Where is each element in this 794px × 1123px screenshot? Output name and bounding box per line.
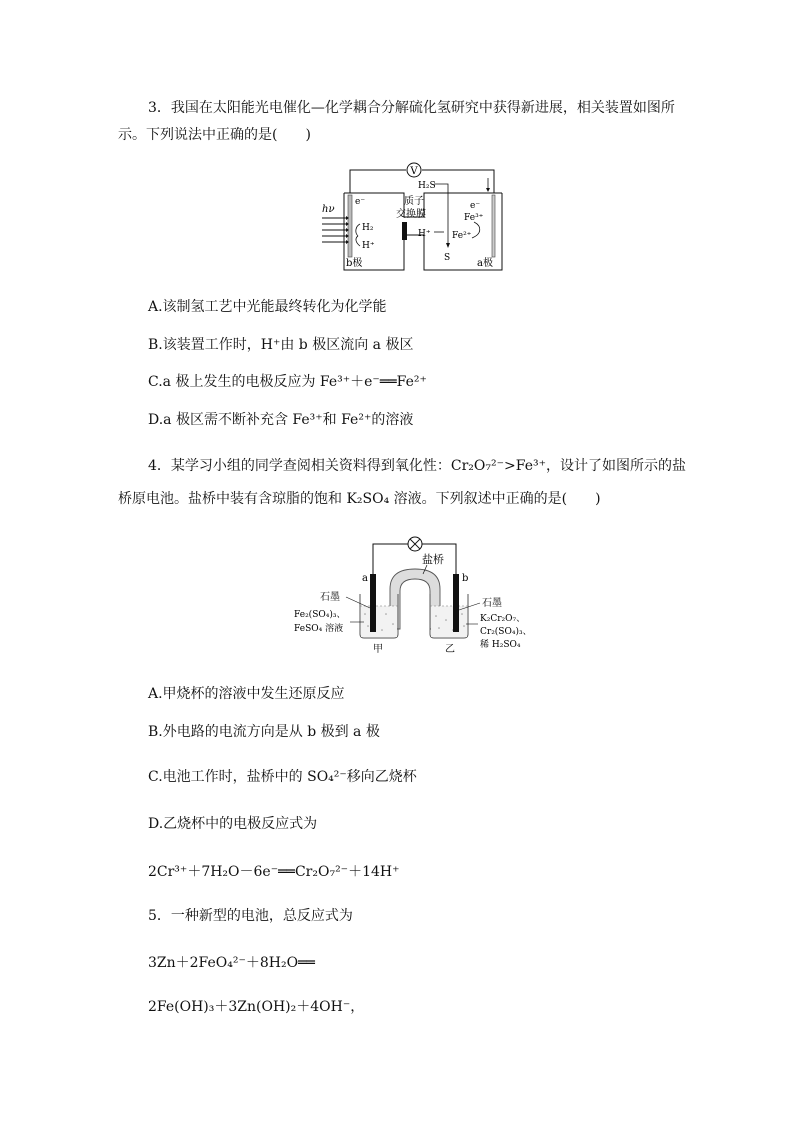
salt-bridge-label: 盐桥 (422, 553, 444, 566)
fe3-label: Fe³⁺ (464, 213, 484, 223)
h-plus-right-label: H⁺ (418, 229, 431, 239)
right-solution-line2: Cr₂(SO₄)₃、 (480, 627, 532, 637)
hv-label: hν (322, 204, 335, 215)
electrode-b (453, 574, 459, 632)
q4-equation: 2Cr³⁺＋7H₂O－6e⁻══Cr₂O₇²⁻＋14H⁺ (148, 864, 400, 880)
b-electrode-label: b极 (346, 258, 363, 269)
q4-option-c: C.电池工作时，盐桥中的 SO₄²⁻移向乙烧杯 (148, 769, 417, 785)
beaker-left-label: 甲 (373, 644, 383, 655)
q5-equation-line1: 3Zn＋2FeO₄²⁻＋8H₂O══ (148, 955, 315, 971)
membrane-label-line1: 质子 (404, 196, 424, 207)
q3-stem-line2: 示。下列说法中正确的是( ) (118, 127, 311, 143)
q4-stem-line1: 4．某学习小组的同学查阅相关资料得到氧化性：Cr₂O₇²⁻>Fe³⁺，设计了如图所示的盐 (148, 458, 686, 474)
fe2-label: Fe²⁺ (452, 231, 472, 241)
q5-stem: 5．一种新型的电池，总反应式为 (148, 908, 353, 924)
q3-figure-electrolysis-diagram (322, 160, 512, 275)
q4-stem-line2: 桥原电池。盐桥中装有含琼脂的饱和 K₂SO₄ 溶液。下列叙述中正确的是( ) (118, 491, 601, 507)
electrode-a-label: a (362, 573, 368, 584)
left-solution-line1: Fe₂(SO₄)₃、 (294, 610, 346, 620)
q3-option-d: D.a 极区需不断补充含 Fe³⁺和 Fe²⁺的溶液 (148, 412, 414, 428)
graphite-right-label: 石墨 (482, 598, 502, 609)
a-electrode-label: a极 (477, 258, 493, 269)
b-electrode (348, 195, 352, 257)
q3-option-c: C.a 极上发生的电极反应为 Fe³⁺＋e⁻══Fe²⁺ (148, 374, 427, 390)
q4-option-d: D.乙烧杯中的电极反应式为 (148, 816, 318, 832)
e-right-label: e⁻ (470, 201, 481, 211)
electrode-a (370, 574, 376, 632)
proton-exchange-membrane (402, 222, 407, 240)
q3-stem-line1: 3．我国在太阳能光电催化—化学耦合分解硫化氢研究中获得新进展，相关装置如图所 (148, 100, 675, 116)
q4-option-a: A.甲烧杯的溶液中发生还原反应 (148, 686, 345, 702)
q3-option-b: B.该装置工作时，H⁺由 b 极区流向 a 极区 (148, 337, 414, 353)
q5-equation-line2: 2Fe(OH)₃＋3Zn(OH)₂＋4OH⁻， (148, 999, 365, 1015)
e-left-label: e⁻ (355, 197, 366, 207)
q4-figure-salt-bridge-cell (290, 534, 540, 656)
membrane-label-line2: 交换膜 (396, 209, 426, 220)
left-solution-line2: FeSO₄ 溶液 (294, 624, 344, 634)
h-plus-left-label: H⁺ (362, 241, 375, 251)
h2-label: H₂ (362, 223, 374, 233)
right-solution-line1: K₂Cr₂O₇、 (480, 614, 526, 624)
voltmeter-label: V (410, 166, 418, 177)
q4-option-b: B.外电路的电流方向是从 b 极到 a 极 (148, 724, 380, 740)
a-electrode (492, 195, 495, 257)
graphite-left-label: 石墨 (320, 592, 340, 603)
q3-option-a: A.该制氢工艺中光能最终转化为化学能 (148, 299, 387, 315)
s-label: S (444, 253, 451, 263)
h2s-label: H₂S (418, 181, 436, 191)
beaker-right-label: 乙 (445, 644, 455, 655)
right-solution-line3: 稀 H₂SO₄ (480, 640, 521, 650)
electrode-b-label: b (462, 573, 469, 584)
